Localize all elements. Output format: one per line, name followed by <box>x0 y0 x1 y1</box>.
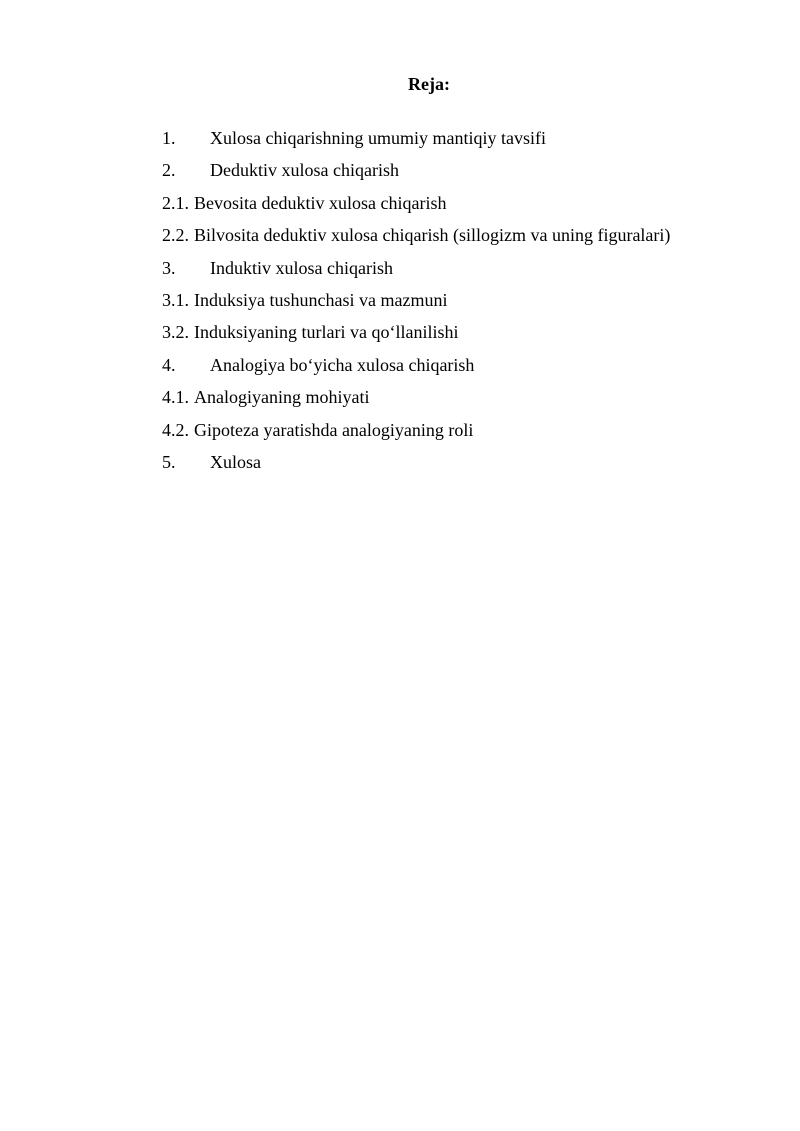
toc-item-number: 2.2. <box>162 225 189 246</box>
toc-item-text: Analogiya bo‘yicha xulosa chiqarish <box>210 354 475 375</box>
toc-item-2-2 <box>162 223 762 255</box>
toc-item-text: Bevosita deduktiv xulosa chiqarish <box>194 192 447 213</box>
toc-item-number: 4.1. <box>162 387 189 408</box>
toc-item-3 <box>162 256 762 288</box>
toc-item-text: Xulosa <box>210 451 261 472</box>
toc-item-1 <box>162 126 762 158</box>
toc-item-5 <box>162 450 762 482</box>
toc-item-text: Analogiyaning mohiyati <box>194 387 370 408</box>
toc-item-number: 3.2. <box>162 322 189 343</box>
toc-item-text: Induktiv xulosa chiqarish <box>210 257 393 278</box>
toc-item-number: 4. <box>162 354 176 375</box>
toc-item-text: Gipoteza yaratishda analogiyaning roli <box>194 419 474 440</box>
toc-item-4-2 <box>162 418 762 450</box>
toc-item-3-1 <box>162 288 762 320</box>
toc-item-text: Induksiya tushunchasi va mazmuni <box>194 289 448 310</box>
toc-item-4-1 <box>162 385 762 417</box>
toc-item-3-2 <box>162 320 762 352</box>
toc-item-text: Bilvosita deduktiv xulosa chiqarish (sillogizm va uning figuralari) <box>194 225 671 246</box>
toc-item-2-1 <box>162 191 762 223</box>
toc-item-number: 3. <box>162 257 176 278</box>
toc-item-text: Induksiyaning turlari va qo‘llanilishi <box>194 322 459 343</box>
toc-item-4 <box>162 353 762 385</box>
toc-item-number: 2.1. <box>162 192 189 213</box>
toc-item-number: 1. <box>162 128 176 148</box>
toc-item-text: Xulosa chiqarishning umumiy mantiqiy tavsifi <box>210 128 546 148</box>
toc-item-number: 5. <box>162 451 176 472</box>
table-of-contents <box>162 126 762 482</box>
toc-item-number: 4.2. <box>162 419 189 440</box>
page-title: Reja: <box>408 74 450 94</box>
toc-item-text: Deduktiv xulosa chiqarish <box>210 160 399 181</box>
toc-item-2 <box>162 158 762 190</box>
toc-item-number: 2. <box>162 160 176 181</box>
toc-item-number: 3.1. <box>162 289 189 310</box>
